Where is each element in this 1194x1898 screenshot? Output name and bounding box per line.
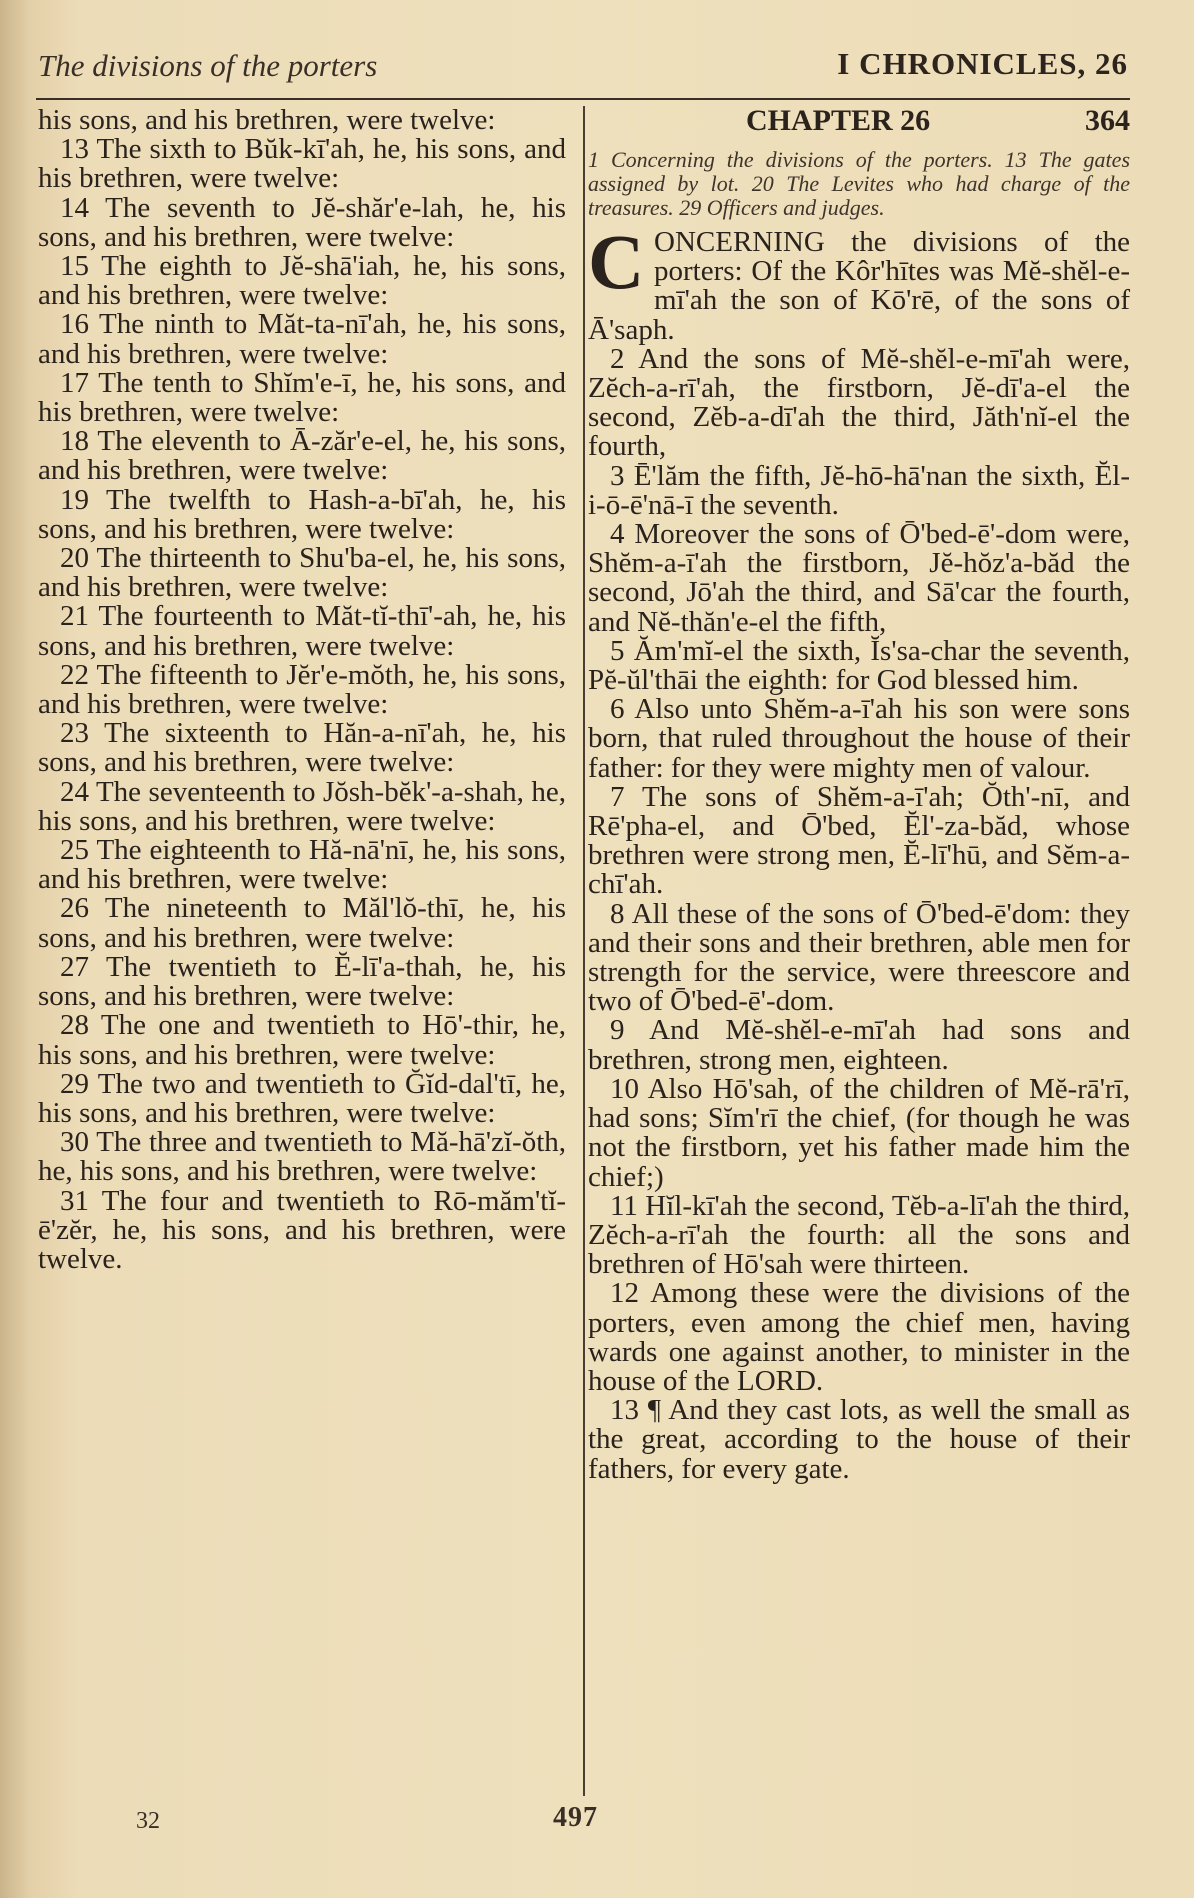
verse-29: 29 The two and twentieth to Ğĭd-dal'tī, he, his sons, and his brethren, were twelve:	[38, 1067, 566, 1129]
chapter-summary: 1 Concerning the divisions of the porters. 13 The gates assigned by lot. 20 The Levites who had charge of the treasures. 29 Officers and judges.	[588, 147, 1130, 220]
verse-27: 27 The twentieth to Ĕ-lī'a-thah, he, his sons, and his brethren, were twelve:	[38, 950, 566, 1013]
verse-13-right: 13 ¶ And they cast lots, as well the small as the great, according to the house of their fathers, for every gate.	[588, 1394, 1130, 1485]
chapter-title: CHAPTER 26	[746, 104, 931, 137]
verse-10: 10 Also Hō'sah, of the children of Mĕ-rā'rī, had sons; Sĭm'rī the chief, (for though he was not the firstborn, yet his father made him the chief;)	[588, 1072, 1130, 1193]
header-rule	[36, 98, 1130, 100]
verse-2: 2 And the sons of Mĕ-shĕl-e-mī'ah were, Zĕch-a-rī'ah, the firstborn, Jĕ-dī'a-el the second, Zĕb-a-dī'ah the third, Jăth'nĭ-el the fourth,	[588, 342, 1130, 463]
verse-12-continued: his sons, and his brethren, were twelve:	[38, 104, 496, 136]
footer-signature-number: 32	[136, 1808, 160, 1834]
verse-5: 5 Ăm'mĭ-el the sixth, Ĭs'sa-char the seventh, Pĕ-ŭl'thāi the eighth: for God blessed him.	[588, 634, 1130, 697]
verse-23: 23 The sixteenth to Hăn-a-nī'ah, he, his sons, and his brethren, were twelve:	[38, 717, 566, 779]
column-divider	[583, 106, 585, 1796]
verse-30: 30 The three and twentieth to Mă-hā'zĭ-ŏth, he, his sons, and his brethren, were twelve:	[38, 1126, 566, 1188]
chapter-number-marker: 364	[1085, 104, 1130, 137]
verse-22: 22 The fifteenth to Jĕr'e-mŏth, he, his sons, and his brethren, were twelve:	[38, 658, 566, 721]
verse-1-text: ONCERNING the divisions of the porters: Of the Kôr'hītes was Mĕ-shĕl-e-mī'ah the son of Kō'rē, of the sons of Ā'saph.	[588, 226, 1130, 346]
verse-20: 20 The thirteenth to Shu'ba-el, he, his sons, and his brethren, were twelve:	[38, 542, 566, 604]
verse-7: 7 The sons of Shĕm-a-ī'ah; Ŏth'-nī, and Rē'pha-el, and Ō'bed, Ĕl'-za-băd, whose brethren were strong men, Ĕ-lī'hū, and Sĕm-a-chī'ah.	[588, 780, 1130, 901]
verse-3: 3 Ē'lăm the fifth, Jĕ-hō-hā'nan the sixth, Ĕl-i-ō-ē'nā-ī the seventh.	[588, 459, 1130, 521]
verse-26: 26 The nineteenth to Măl'lŏ-thī, he, his sons, and his brethren, were twelve:	[38, 892, 566, 954]
verse-14: 14 The seventh to Jĕ-shăr'e-lah, he, his sons, and his brethren, were twelve:	[38, 191, 566, 253]
verse-19: 19 The twelfth to Hash-a-bī'ah, he, his sons, and his brethren, were twelve:	[38, 483, 566, 545]
verse-9: 9 And Mĕ-shĕl-e-mī'ah had sons and brethren, strong men, eighteen.	[588, 1014, 1130, 1076]
page-number: 497	[553, 1802, 598, 1833]
verse-12: 12 Among these were the divisions of the porters, even among the chief men, having wards one against another, to minister in the house of the LORD.	[588, 1277, 1130, 1397]
verse-28: 28 The one and twentieth to Hō'-thir, he, his sons, and his brethren, were twelve:	[38, 1009, 566, 1071]
verse-6: 6 Also unto Shĕm-a-ī'ah his son were sons born, that ruled throughout the house of their father: for they were mighty men of valour.	[588, 693, 1130, 784]
chapter-heading	[588, 106, 1130, 142]
right-column	[588, 106, 1130, 1484]
header-book-chapter: I CHRONICLES, 26	[837, 46, 1128, 81]
verse-31: 31 The four and twentieth to Rō-măm'tĭ-ē'zĕr, he, his sons, and his brethren, were twelve.	[38, 1184, 566, 1275]
verse-18: 18 The eleventh to Ā-zăr'e-el, he, his sons, and his brethren, were twelve:	[38, 425, 566, 487]
verse-4: 4 Moreover the sons of Ō'bed-ē'-dom were, Shĕm-a-ī'ah the firstborn, Jĕ-hŏz'a-băd the second, Jō'ah the third, and Sā'car the fourth, and Nĕ-thăn'e-el the fifth,	[588, 518, 1130, 638]
running-header	[38, 44, 1128, 88]
verse-25: 25 The eighteenth to Hă-nā'nī, he, his sons, and his brethren, were twelve:	[38, 834, 566, 896]
drop-cap: C	[588, 218, 645, 305]
verse-16: 16 The ninth to Măt-ta-nī'ah, he, his sons, and his brethren, were twelve:	[38, 308, 566, 370]
verse-1	[588, 218, 1130, 346]
verse-8: 8 All these of the sons of Ō'bed-ē'dom: they and their sons and their brethren, able men for strength for the service, were threescore and two of Ō'bed-ē'-dom.	[588, 897, 1130, 1018]
verse-11: 11 Hĭl-kī'ah the second, Tĕb-a-lī'ah the third, Zĕch-a-rī'ah the fourth: all the sons and brethren of Hō'sah were thirteen.	[588, 1189, 1130, 1281]
header-section-title: The divisions of the porters	[38, 48, 378, 83]
verse-21: 21 The fourteenth to Măt-tĭ-thī'-ah, he, his sons, and his brethren, were twelve:	[38, 600, 566, 662]
verse-24: 24 The seventeenth to Jŏsh-bĕk'-a-shah, he, his sons, and his brethren, were twelve:	[38, 775, 566, 837]
verse-13: 13 The sixth to Bŭk-kī'ah, he, his sons, and his brethren, were twelve:	[38, 133, 566, 195]
verse-15: 15 The eighth to Jĕ-shā'iah, he, his sons, and his brethren, were twelve:	[38, 250, 566, 312]
left-column	[38, 106, 566, 1274]
verse-17: 17 The tenth to Shĭm'e-ī, he, his sons, and his brethren, were twelve:	[38, 366, 566, 429]
